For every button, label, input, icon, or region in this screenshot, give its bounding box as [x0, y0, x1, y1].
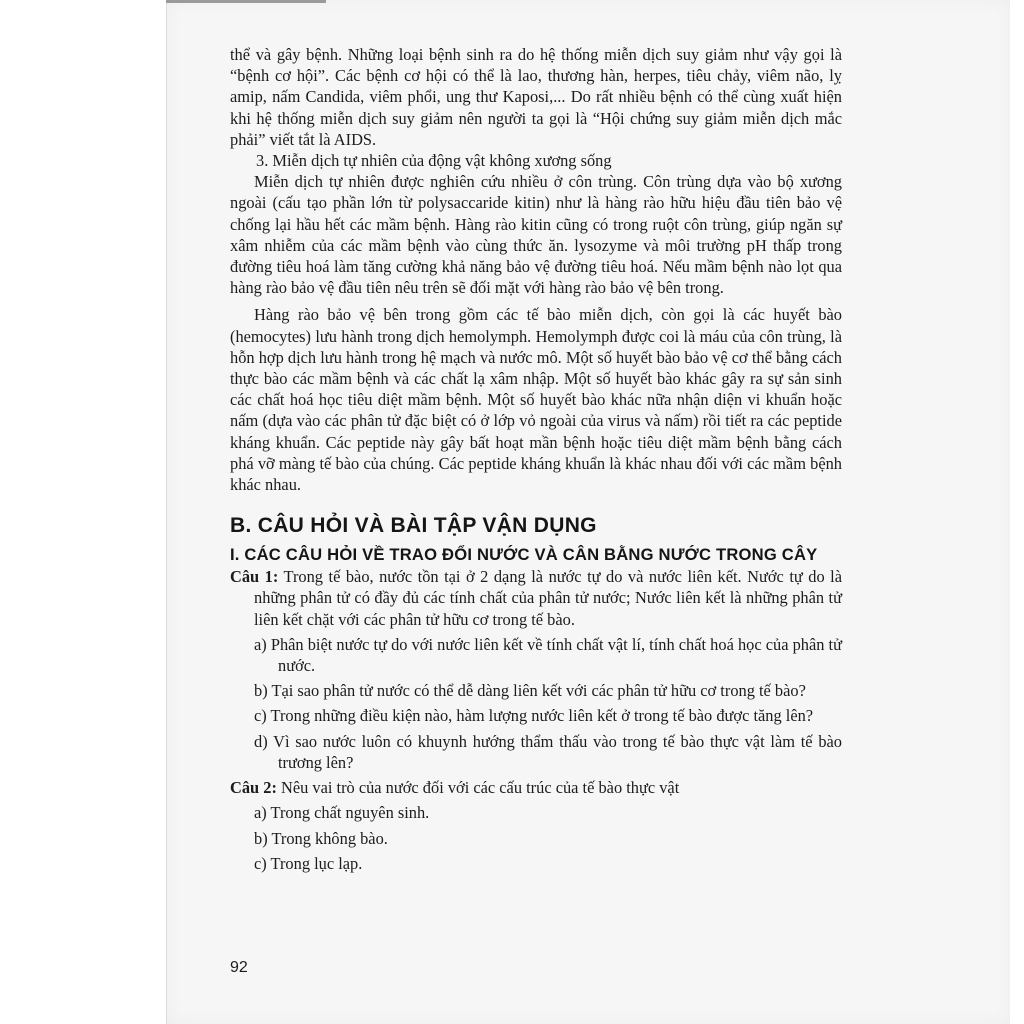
question-1-text: Trong tế bào, nước tồn tại ở 2 dạng là nước tự do và nước liên kết. Nước tự do là những phân tử có đầy đủ các tính chất của phân tử nước; Nước liên kết là những phân tử liên kết chặt với các phân tử hữu cơ trong tế bào.	[254, 567, 842, 629]
question-2	[230, 777, 842, 798]
section-b-heading: B. CÂU HỎI VÀ BÀI TẬP VẬN DỤNG	[230, 514, 597, 538]
top-rule	[166, 0, 326, 3]
question-1-c: c) Trong những điều kiện nào, hàm lượng nước liên kết ở trong tế bào được tăng lên?	[254, 706, 814, 726]
page-number: 92	[230, 959, 248, 976]
paragraph-insect-barrier: Miễn dịch tự nhiên được nghiên cứu nhiều ở côn trùng. Côn trùng dựa vào bộ xương ngoài (cấu tạo phần lớn từ polysaccaride kitin) như là hàng rào hữu hiệu đầu tiên bảo vệ chống lại hầu hết các mầm bệnh. Hàng rào kitin cũng có trong ruột côn trùng, giúp ngăn sự xâm nhiễm của các mầm bệnh vào cùng thức ăn. lysozyme và môi trường pH thấp trong đường tiêu hoá làm tăng cường khả năng bảo vệ đường tiêu hoá. Nếu mầm bệnh nào lọt qua hàng rào bảo vệ đầu tiên nêu trên sẽ đối mặt với hàng rào bảo vệ bên trong.	[230, 172, 842, 298]
paragraph-hemocytes: Hàng rào bảo vệ bên trong gồm các tế bào miễn dịch, còn gọi là các huyết bào (hemocytes) lưu hành trong dịch hemolymph. Hemolymph được coi là máu của côn trùng, là hỗn hợp dịch lưu hành trong hệ mạch và nước mô. Một số huyết bào bảo vệ cơ thể bằng cách thực bào các mầm bệnh và các chất lạ xâm nhập. Một số huyết bào khác gây ra sự sản sinh các chất hoá học tiêu diệt mầm bệnh. Một số huyết bào khác nữa nhận diện vi khuẩn hoặc nấm (dựa vào các phân tử đặc biệt có ở lớp vỏ ngoài của virus và nấm) rồi tiết ra các peptide kháng khuẩn. Các peptide này gây bất hoạt mần bệnh hoặc tiêu diệt mầm bệnh bằng cách phá vỡ màng tế bào của chúng. Các peptide kháng khuẩn là khác nhau đối với các mầm bệnh khác nhau.	[230, 305, 842, 495]
question-2-label: Câu 2:	[230, 778, 277, 798]
question-2-b: b) Trong không bào.	[254, 828, 388, 848]
section-i-heading: I. CÁC CÂU HỎI VỀ TRAO ĐỔI NƯỚC VÀ CÂN BẰNG NƯỚC TRONG CÂY	[230, 545, 818, 565]
question-1-label: Câu 1:	[230, 567, 279, 587]
question-2-text: Nêu vai trò của nước đối với các cấu trúc của tế bào thực vật	[276, 778, 680, 798]
question-1-a: a) Phân biệt nước tự do với nước liên kết về tính chất vật lí, tính chất hoá học của phân tử nước.	[254, 634, 842, 676]
paragraph-aids: thể và gây bệnh. Những loại bệnh sinh ra do hệ thống miễn dịch suy giảm như vậy gọi là “bệnh cơ hội”. Các bệnh cơ hội có thể là lao, thương hàn, herpes, tiêu chảy, viêm não, lỵ amip, nấm Candida, viêm phổi, ung thư Kaposi,... Do rất nhiều bệnh có thể cùng xuất hiện khi hệ thống miễn dịch suy giảm nên người ta gọi là “Hội chứng suy giảm miễn dịch mắc phải” viết tắt là AIDS.	[230, 45, 842, 149]
question-1	[230, 566, 842, 630]
question-2-c: c) Trong lục lạp.	[254, 853, 363, 873]
heading-invertebrate-immunity: 3. Miễn dịch tự nhiên của động vật không xương sống	[256, 151, 612, 171]
page-content	[230, 44, 842, 874]
question-1-d: d) Vì sao nước luôn có khuynh hướng thẩm thấu vào trong tế bào thực vật làm tế bào trương lên?	[254, 731, 842, 772]
question-1-b: b) Tại sao phân tử nước có thể dễ dàng liên kết với các phân tử hữu cơ trong tế bào?	[254, 681, 806, 701]
question-2-a: a) Trong chất nguyên sinh.	[254, 803, 430, 823]
